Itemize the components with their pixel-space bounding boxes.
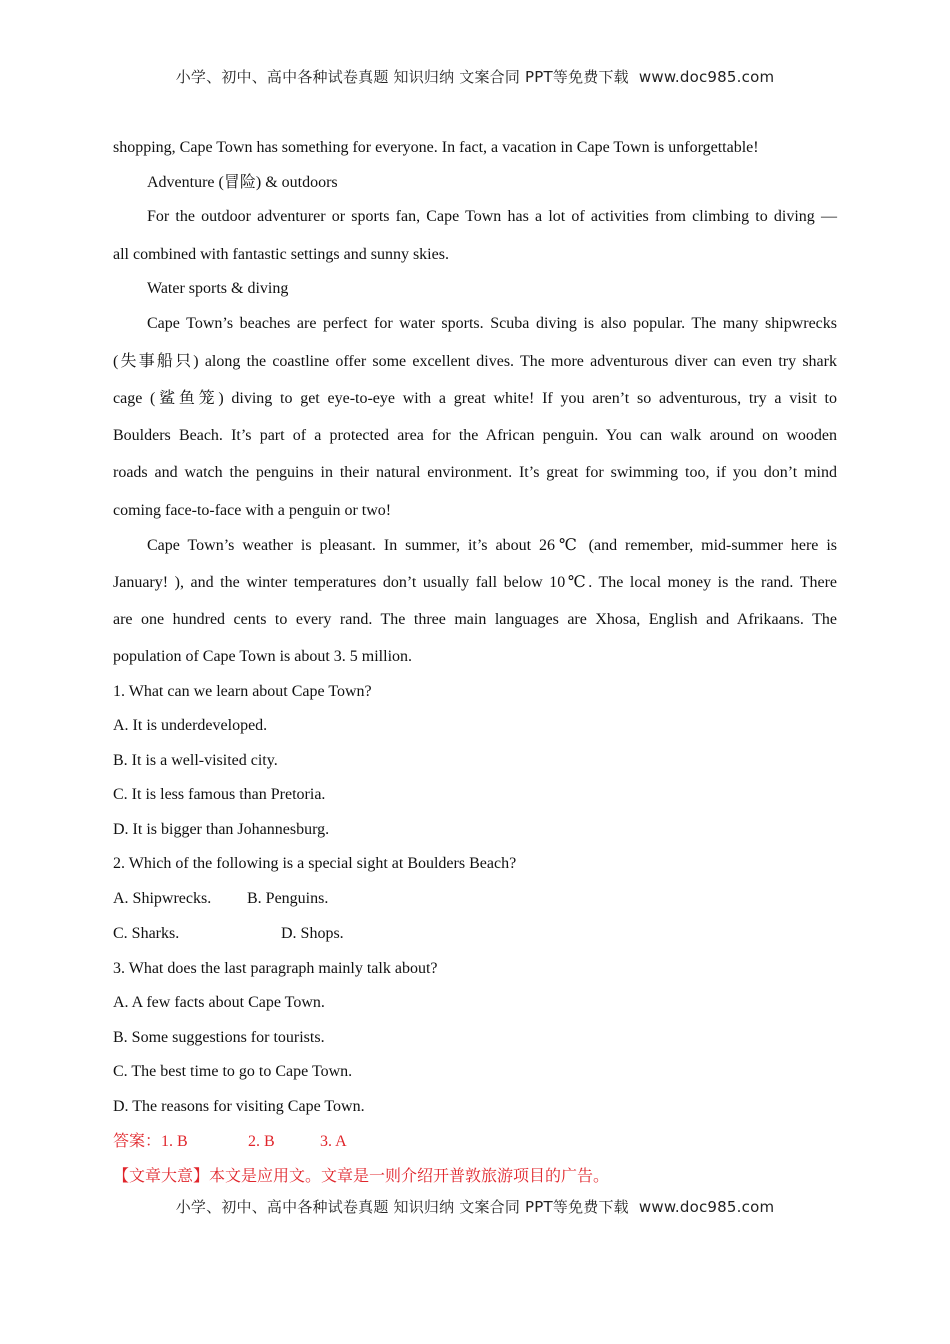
question-2-options-cd — [113, 924, 837, 944]
answer-key — [113, 1132, 837, 1152]
passage-line: cage (鲨鱼笼) diving to get eye-to-eye with a great white! If you aren’t so adventurous, try a visit to — [113, 390, 837, 407]
passage-line: January! ), and the winter temperatures don’t usually fall below 10℃. The local money is the rand. There — [113, 574, 837, 591]
answer-2: 2. B — [248, 1133, 275, 1150]
question-2-stem: 2. Which of the following is a special sight at Boulders Beach? — [113, 855, 517, 872]
question-1-stem: 1. What can we learn about Cape Town? — [113, 683, 372, 700]
footer-text: 小学、初中、高中各种试卷真题 知识归纳 文案合同 PPT等免费下载 — [175, 1198, 629, 1216]
question-3-option-c: C. The best time to go to Cape Town. — [113, 1063, 353, 1080]
question-1-option-d: D. It is bigger than Johannesburg. — [113, 821, 330, 838]
question-1-option-c: C. It is less famous than Pretoria. — [113, 786, 326, 803]
section-heading-water: Water sports & diving — [147, 280, 289, 297]
passage-line: Cape Town’s beaches are perfect for water sports. Scuba diving is also popular. The many shipwrecks — [147, 315, 837, 332]
passage-line: shopping, Cape Town has something for everyone. In fact, a vacation in Cape Town is unforgettable! — [113, 139, 759, 156]
question-3-option-a: A. A few facts about Cape Town. — [113, 994, 325, 1011]
passage-line: population of Cape Town is about 3. 5 million. — [113, 648, 413, 665]
page-footer — [0, 1196, 950, 1217]
page-header — [0, 66, 950, 87]
question-3-stem: 3. What does the last paragraph mainly talk about? — [113, 960, 438, 977]
question-1-option-a: A. It is underdeveloped. — [113, 717, 268, 734]
passage-line: For the outdoor adventurer or sports fan, Cape Town has a lot of activities from climbing to diving — — [147, 208, 837, 225]
question-3-option-b: B. Some suggestions for tourists. — [113, 1029, 325, 1046]
question-2-options-ab — [113, 889, 837, 909]
section-heading-adventure: Adventure (冒险) & outdoors — [147, 174, 338, 191]
question-2-option-b: B. Penguins. — [247, 890, 329, 907]
answer-3: 3. A — [320, 1133, 347, 1150]
question-3-option-d: D. The reasons for visiting Cape Town. — [113, 1098, 365, 1115]
passage-line: roads and watch the penguins in their natural environment. It’s great for swimming too, if you don’t mind — [113, 464, 837, 481]
question-1-option-b: B. It is a well-visited city. — [113, 752, 278, 769]
passage-line: Cape Town’s weather is pleasant. In summer, it’s about 26℃ (and remember, mid-summer here is — [147, 537, 837, 554]
footer-url[interactable]: www.doc985.com — [638, 1198, 775, 1216]
header-url[interactable]: www.doc985.com — [638, 68, 775, 86]
question-2-option-d: D. Shops. — [281, 925, 344, 942]
article-summary: 【文章大意】本文是应用文。文章是一则介绍开普敦旅游项目的广告。 — [113, 1168, 610, 1185]
question-2-option-a: A. Shipwrecks. — [113, 890, 212, 907]
question-2-option-c: C. Sharks. — [113, 925, 180, 942]
passage-line: coming face-to-face with a penguin or two! — [113, 502, 392, 519]
passage-line: all combined with fantastic settings and sunny skies. — [113, 246, 449, 263]
answer-1: 答案：1. B — [113, 1133, 188, 1150]
passage-line: (失事船只) along the coastline offer some excellent dives. The more adventurous diver can even try shark — [113, 353, 837, 370]
passage-line: are one hundred cents to every rand. The three main languages are Xhosa, English and Afrikaans. The — [113, 611, 837, 628]
passage-line: Boulders Beach. It’s part of a protected area for the African penguin. You can walk around on wooden — [113, 427, 837, 444]
header-text: 小学、初中、高中各种试卷真题 知识归纳 文案合同 PPT等免费下载 — [175, 68, 629, 86]
